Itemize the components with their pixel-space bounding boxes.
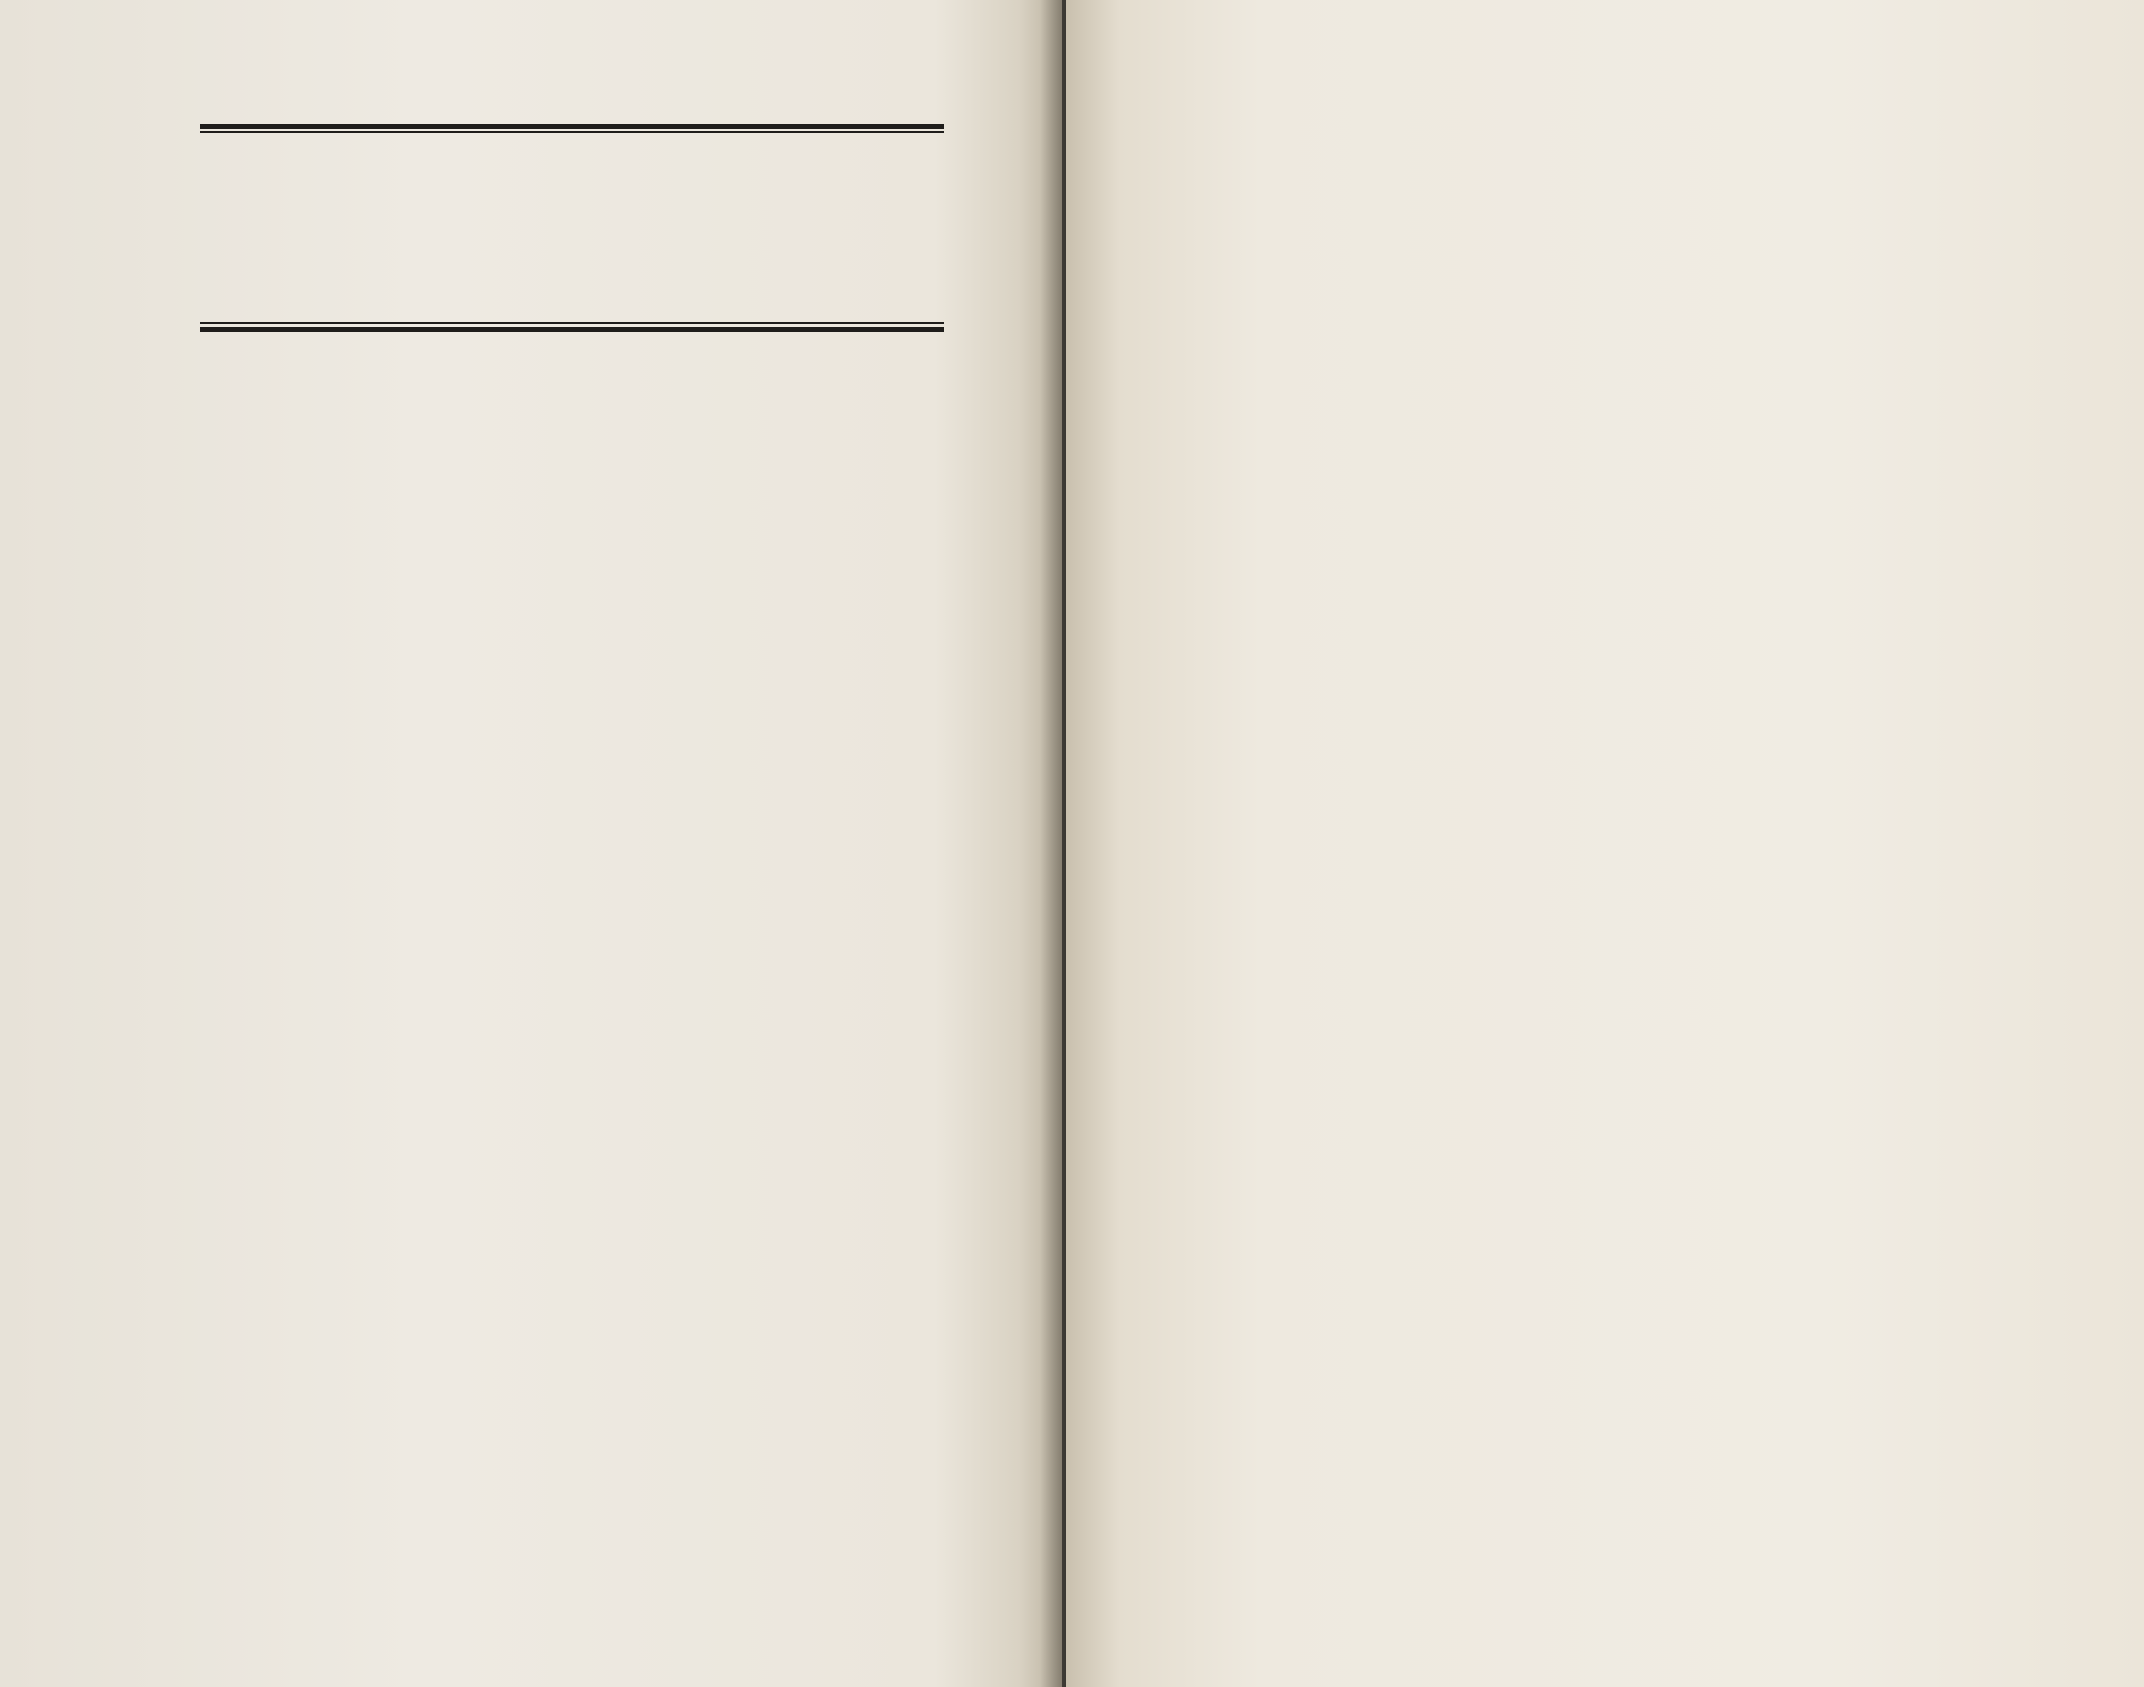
right-column [592, 362, 1012, 390]
right-page [1066, 0, 2144, 1687]
left-page [0, 0, 1062, 1687]
bottom-rule [200, 322, 944, 324]
left-column [132, 382, 552, 423]
bottom-rule-thick [200, 327, 944, 332]
top-rule [200, 124, 944, 129]
top-rule-thin [200, 131, 944, 133]
